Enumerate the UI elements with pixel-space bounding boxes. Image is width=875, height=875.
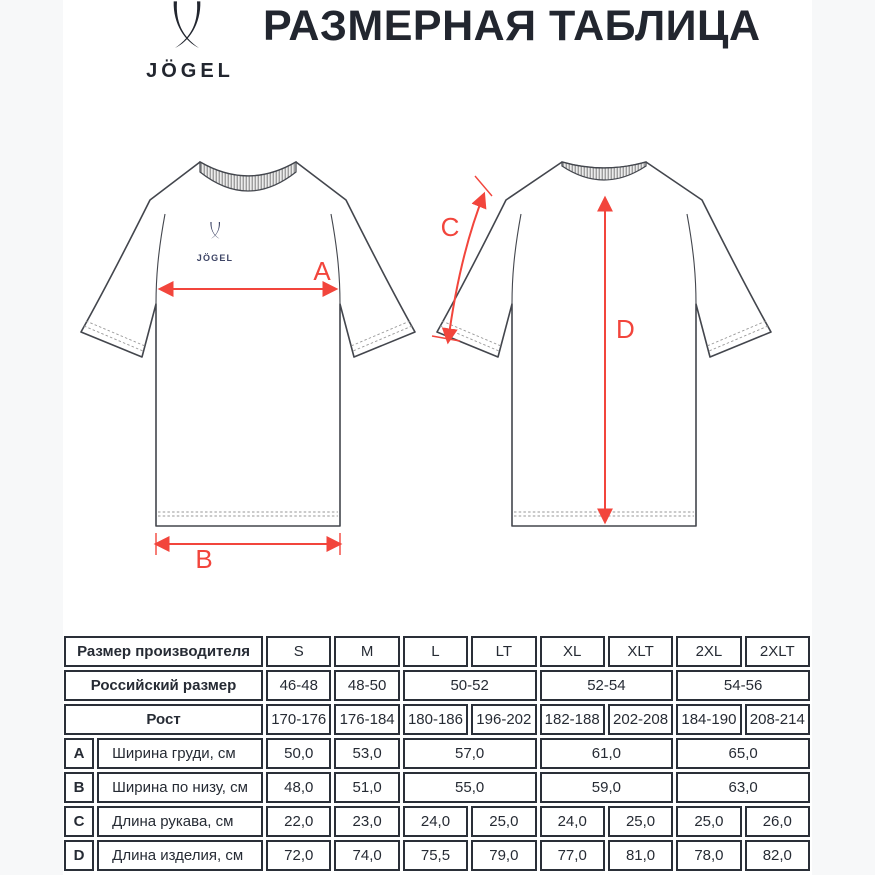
jogel-logo-icon (167, 0, 207, 56)
table-cell: D (64, 840, 94, 871)
table-row (64, 704, 810, 735)
table-cell: 50,0 (266, 738, 331, 769)
table-cell: 54-56 (676, 670, 810, 701)
table-row (64, 840, 810, 871)
table-cell: L (403, 636, 468, 667)
table-row (64, 670, 810, 701)
table-cell: 82,0 (745, 840, 810, 871)
table-cell: B (64, 772, 94, 803)
table-cell: 78,0 (676, 840, 741, 871)
table-cell: 182-188 (540, 704, 605, 735)
table-cell: 50-52 (403, 670, 537, 701)
measure-label-c: C (440, 212, 460, 242)
table-cell: 72,0 (266, 840, 331, 871)
table-cell: 75,5 (403, 840, 468, 871)
arrow-c-tick-top (475, 176, 492, 196)
table-cell: 208-214 (745, 704, 810, 735)
table-cell: 79,0 (471, 840, 536, 871)
tshirt-back-diagram (424, 152, 784, 572)
table-cell: 65,0 (676, 738, 810, 769)
table-cell: 176-184 (334, 704, 399, 735)
table-cell: 170-176 (266, 704, 331, 735)
table-cell: LT (471, 636, 536, 667)
table-cell: XL (540, 636, 605, 667)
content-page (63, 0, 812, 875)
measure-label-a: A (313, 256, 331, 286)
table-cell: 57,0 (403, 738, 537, 769)
table-cell: 2XLT (745, 636, 810, 667)
table-cell: Рост (64, 704, 263, 735)
tshirt-front-outline (81, 162, 415, 526)
table-cell: 55,0 (403, 772, 537, 803)
measure-label-d: D (616, 314, 635, 344)
table-cell: 2XL (676, 636, 741, 667)
table-cell: 22,0 (266, 806, 331, 837)
table-cell: 24,0 (540, 806, 605, 837)
table-cell: 26,0 (745, 806, 810, 837)
table-cell: 196-202 (471, 704, 536, 735)
table-cell: 81,0 (608, 840, 673, 871)
brand-wordmark: JÖGEL (146, 60, 234, 82)
table-cell: 25,0 (608, 806, 673, 837)
table-row (64, 636, 810, 667)
chest-wordmark: JÖGEL (196, 253, 234, 263)
table-cell: 184-190 (676, 704, 741, 735)
table-cell: 23,0 (334, 806, 399, 837)
table-cell: 52-54 (540, 670, 674, 701)
table-cell: 74,0 (334, 840, 399, 871)
size-table (61, 633, 813, 874)
table-cell: C (64, 806, 94, 837)
table-cell: 25,0 (471, 806, 536, 837)
table-cell: 24,0 (403, 806, 468, 837)
table-cell: A (64, 738, 94, 769)
table-cell: Ширина груди, см (97, 738, 263, 769)
table-cell: 59,0 (540, 772, 674, 803)
table-cell: 25,0 (676, 806, 741, 837)
table-cell: 48-50 (334, 670, 399, 701)
table-cell: XLT (608, 636, 673, 667)
table-cell: Российский размер (64, 670, 263, 701)
table-cell: 63,0 (676, 772, 810, 803)
table-cell: Длина рукава, см (97, 806, 263, 837)
table-cell: 180-186 (403, 704, 468, 735)
table-cell: 48,0 (266, 772, 331, 803)
table-cell: 53,0 (334, 738, 399, 769)
table-cell: M (334, 636, 399, 667)
measure-label-b: B (195, 544, 213, 572)
table-cell: 51,0 (334, 772, 399, 803)
table-cell: Ширина по низу, см (97, 772, 263, 803)
table-cell: Длина изделия, см (97, 840, 263, 871)
table-cell: 202-208 (608, 704, 673, 735)
table-row (64, 772, 810, 803)
table-cell: 61,0 (540, 738, 674, 769)
table-cell: Размер производителя (64, 636, 263, 667)
tshirt-front-diagram (68, 152, 428, 572)
table-cell: 46-48 (266, 670, 331, 701)
table-cell: 77,0 (540, 840, 605, 871)
page-title: РАЗМЕРНАЯ ТАБЛИЦА (263, 2, 761, 50)
table-row (64, 806, 810, 837)
table-row (64, 738, 810, 769)
table-cell: S (266, 636, 331, 667)
